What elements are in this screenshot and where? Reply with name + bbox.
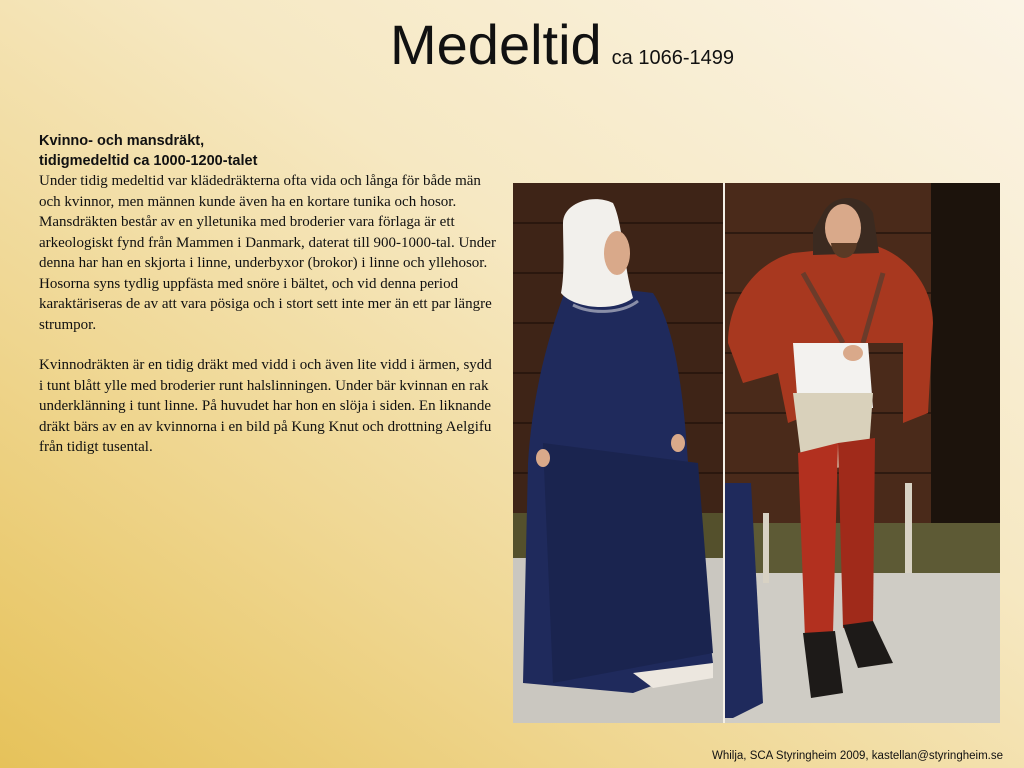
section-heading-line2: tidigmedeltid ca 1000-1200-talet — [39, 153, 258, 169]
paragraph-kvinnodrakt: Kvinnodräkten är en tidig dräkt med vidd i och även lite vidd i ärmen, sydd i tunt blått ylle med broderier runt halslinningen. Under bär kvinnan en rak underklänning i tunt linne. På huvudet har hon en slöja i siden. En liknande dräkt bärs av en av kvinnorna i en bild på Kung Knut och drottning Aelgifu från tidigt tusental. — [39, 357, 492, 455]
footer-credit: Whilja, SCA Styringheim 2009, kastellan@styringheim.se — [712, 750, 1003, 762]
title-subtitle: ca 1066-1499 — [611, 47, 734, 69]
paragraph-intro: Under tidig medeltid var klädedräkterna ofta vida och långa för både män och kvinnor, men männen kunde även ha en kortare tunika och hosor. — [39, 173, 481, 210]
body-text — [39, 131, 497, 458]
title-main: Medeltid — [390, 13, 602, 76]
paragraph-mansdrakt: Mansdräkten består av en ylletunika med broderier vara förlaga är ett arkeologiskt fynd från Mammen i Danmark, daterat till 900-1000-tal. Under denna har han en skjorta i linne, underbyxor (brokor) i linne och yllehosor. Hosorna syns tydlig uppfästa med snöre i bältet, och vid denna period karaktäriseras de av att vara pösiga och i stort sett inte mer än ett par längre strumpor. — [39, 214, 496, 333]
section-heading-line1: Kvinno- och mansdräkt, — [39, 133, 205, 149]
paragraph-gap — [39, 335, 497, 355]
slide-title — [0, 12, 1024, 77]
costume-photo — [513, 183, 1000, 723]
costume-photo-illustration — [513, 183, 1000, 723]
